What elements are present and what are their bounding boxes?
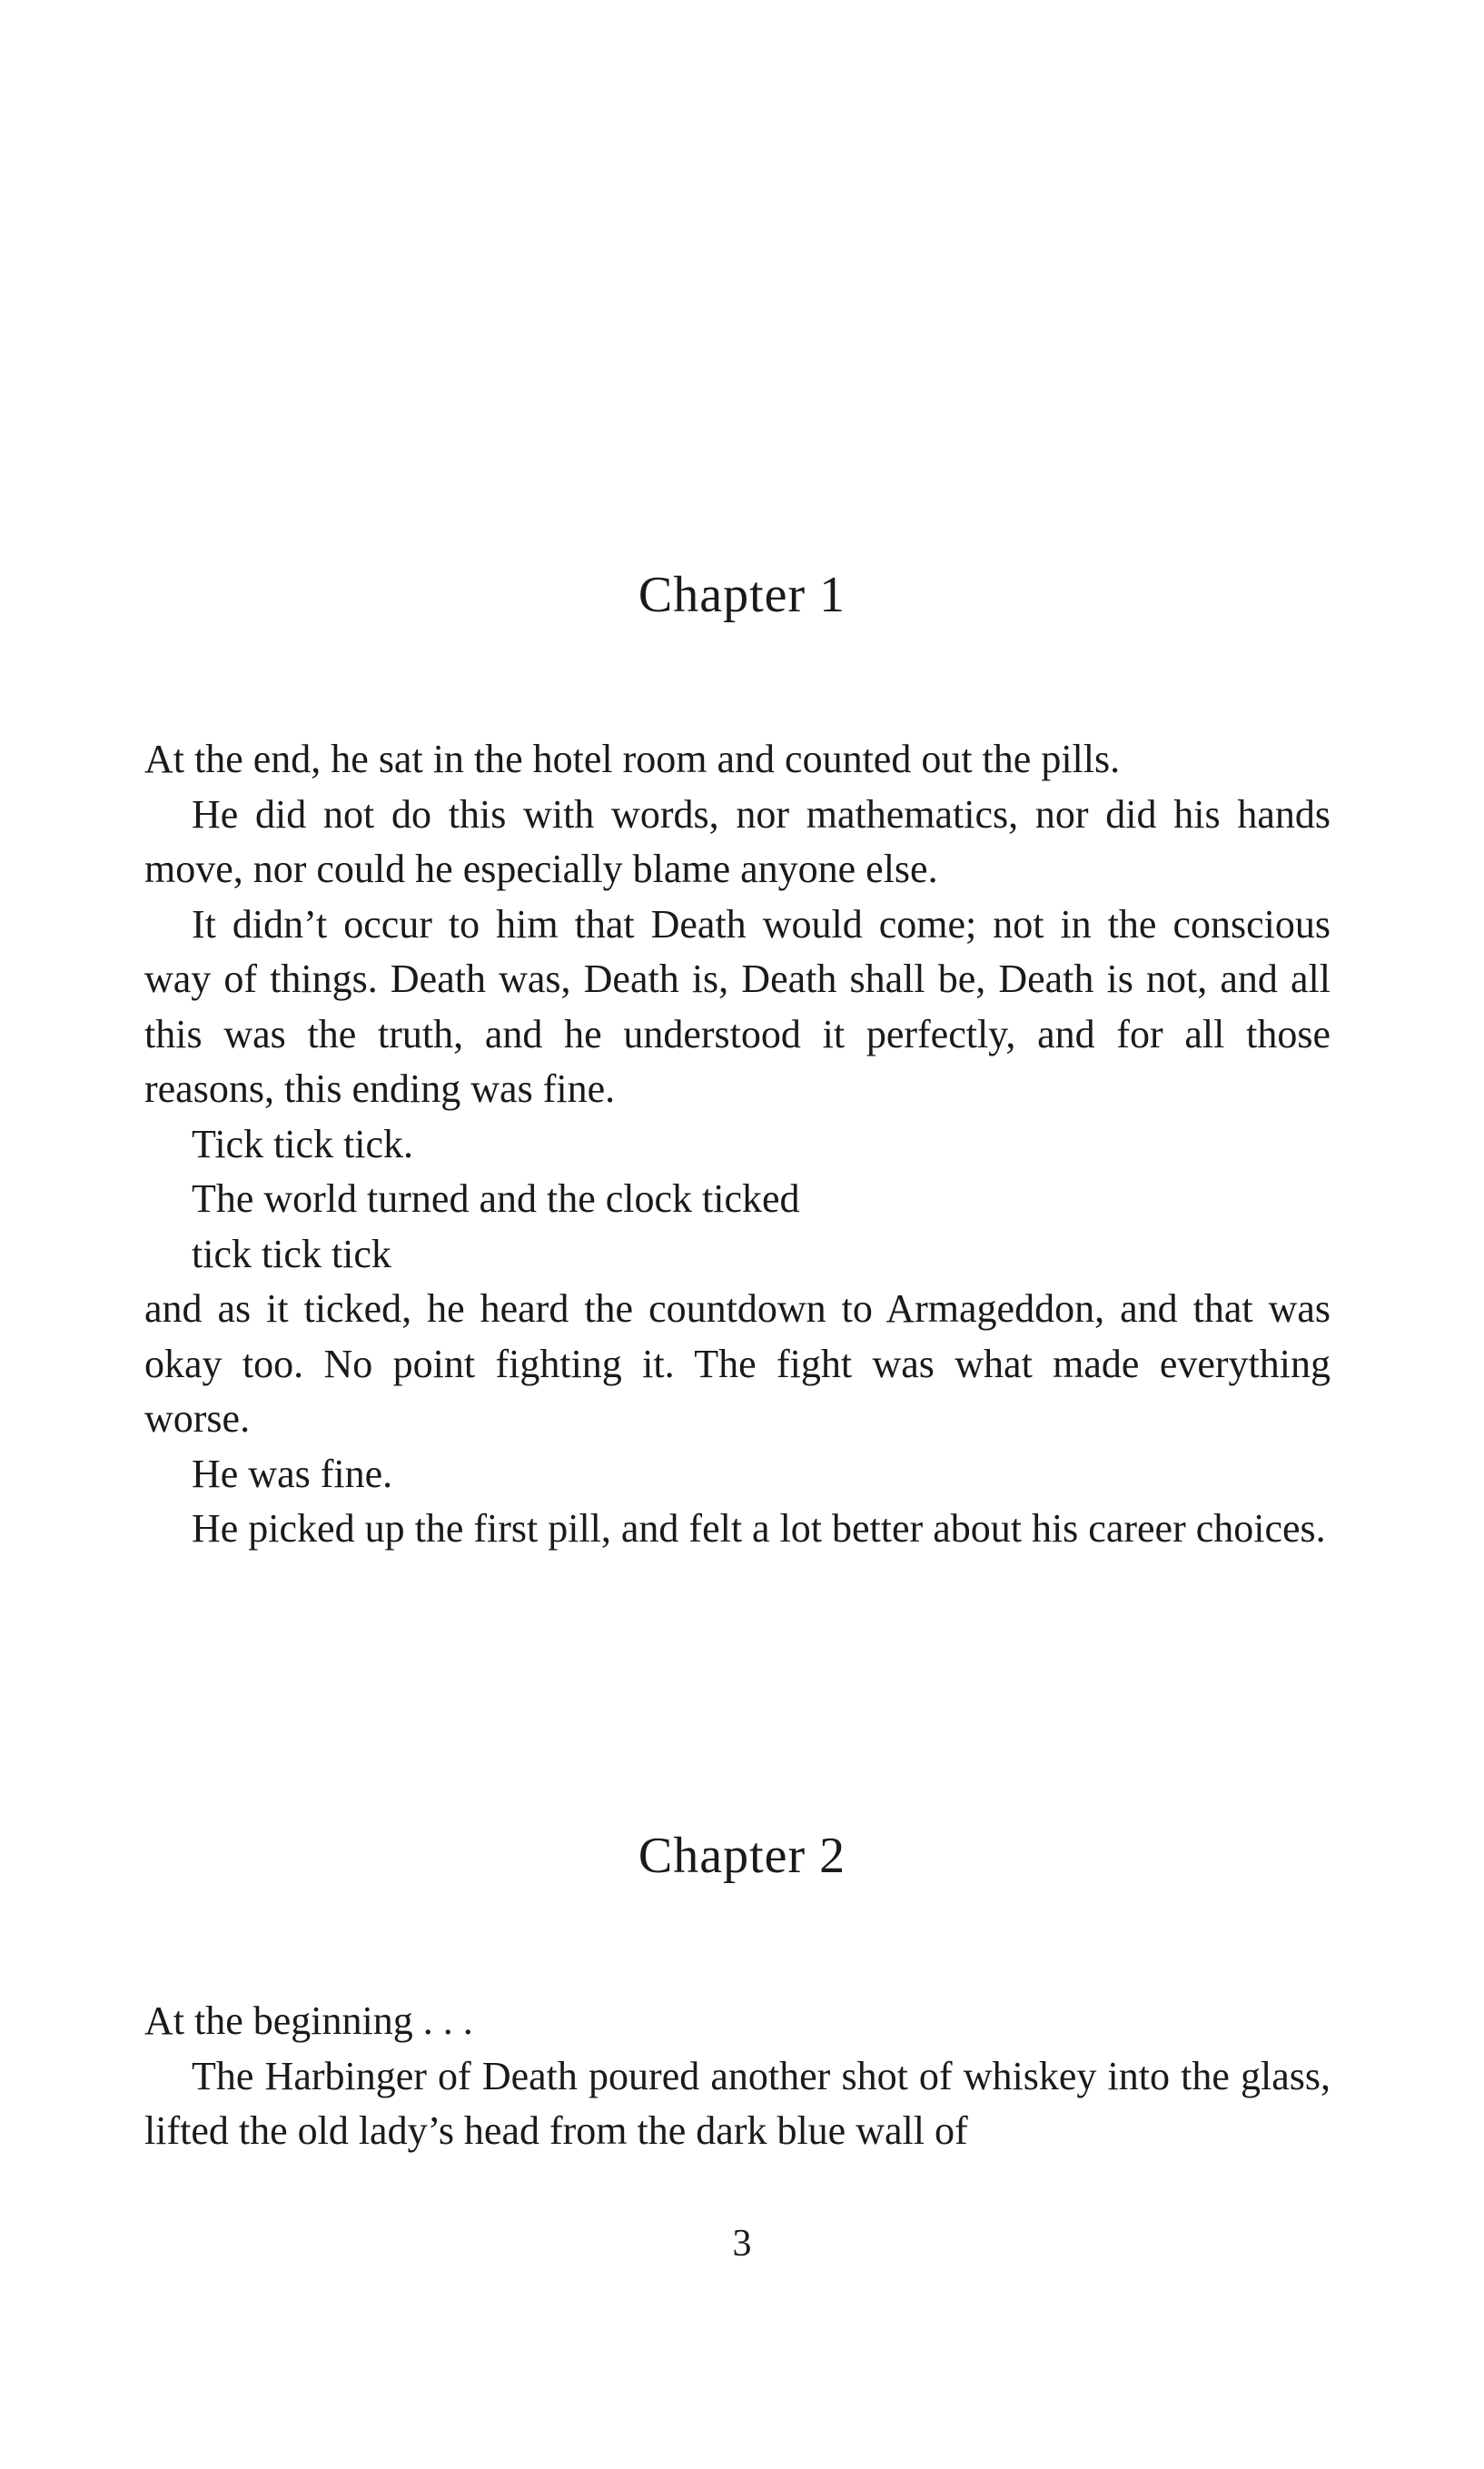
paragraph: He did not do this with words, nor mathematics, nor did his hands move, nor could he especially blame anyone else. xyxy=(144,791,1331,891)
paragraph: and as it ticked, he heard the countdown to Armageddon, and that was okay too. No point fighting it. The fight was what made everything worse. xyxy=(144,1286,1331,1441)
paragraph: tick tick tick xyxy=(192,1231,391,1276)
chapter-1-text xyxy=(144,732,1331,1557)
chapter-2-text xyxy=(144,1994,1331,2159)
chapter-2-title: Chapter 2 xyxy=(638,1828,846,1884)
paragraph: Tick tick tick. xyxy=(192,1121,414,1166)
paragraph: He was fine. xyxy=(192,1451,393,1496)
page-number: 3 xyxy=(732,2223,752,2265)
paragraph: At the beginning . . . xyxy=(144,1998,473,2043)
paragraph: At the end, he sat in the hotel room and counted out the pills. xyxy=(144,737,1121,781)
paragraph: He picked up the first pill, and felt a lot better about his career choices. xyxy=(192,1506,1326,1551)
chapter-1-title: Chapter 1 xyxy=(638,567,846,623)
paragraph: The world turned and the clock ticked xyxy=(192,1176,800,1221)
paragraph: The Harbinger of Death poured another shot of whiskey into the glass, lifted the old lady’s head from the dark blue wall of xyxy=(144,2053,1331,2153)
paragraph: It didn’t occur to him that Death would come; not in the conscious way of things. Death was, Death is, Death shall be, Death is not, and all this was the truth, and he understood it perfectly, and for all those reasons, this ending was fine. xyxy=(144,901,1331,1111)
